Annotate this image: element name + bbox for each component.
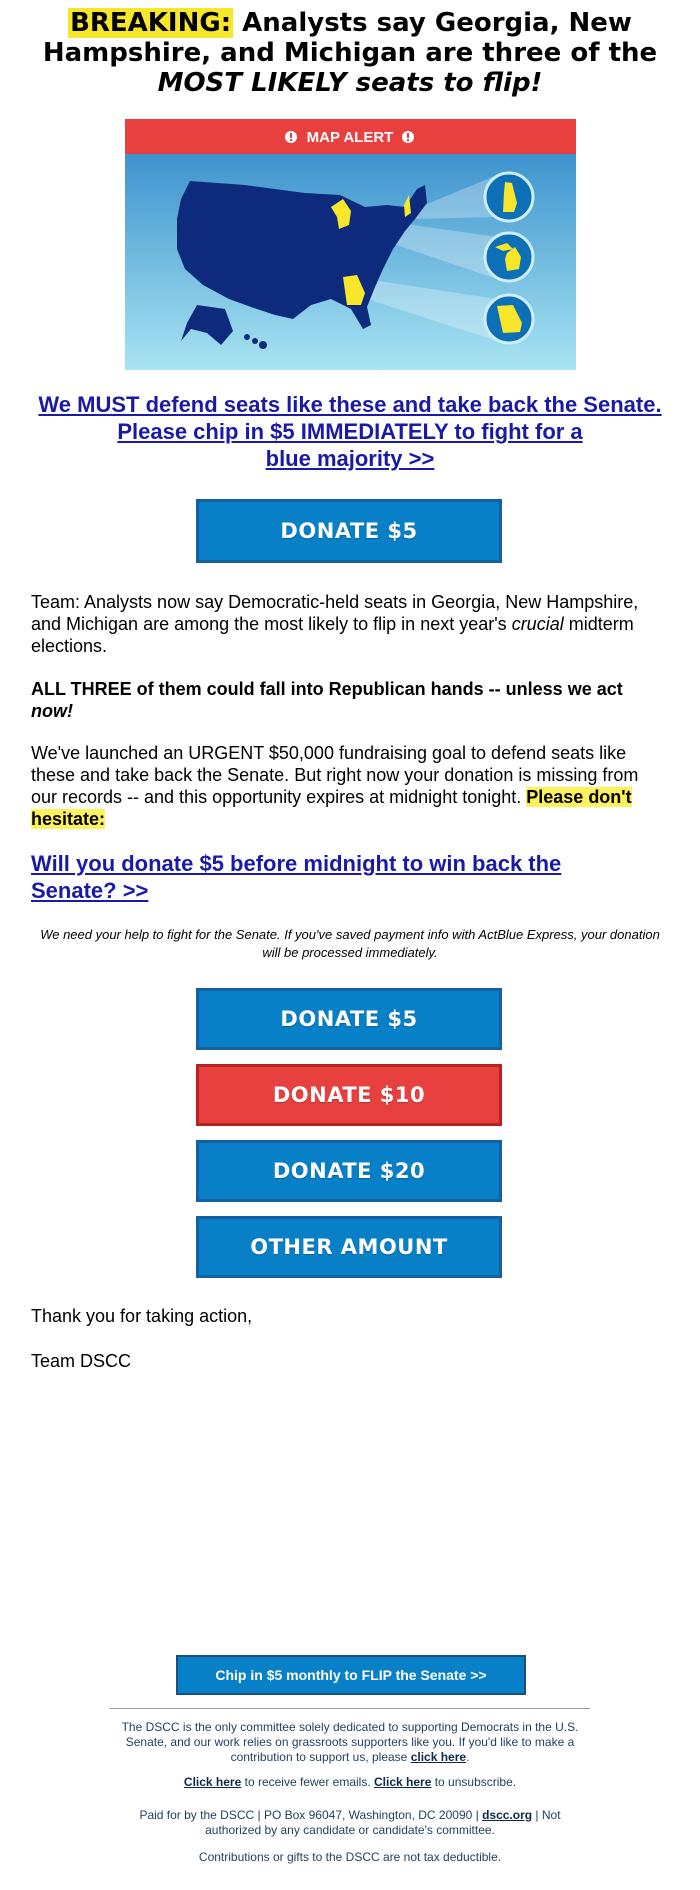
signoff-thanks: Thank you for taking action, xyxy=(31,1306,253,1326)
unsubscribe-text: to unsubscribe. xyxy=(431,1775,517,1789)
dscc-link[interactable]: dscc.org xyxy=(482,1808,533,1822)
headline-text: Analysts say Georgia, New Hampshire, and Michigan are three of the xyxy=(42,8,658,68)
body-p1-end: midterm elections. xyxy=(31,614,634,656)
body-p1-text: Team: Analysts now say Democratic-held seats in Georgia, New Hampshire, and Michigan are among the most likely to flip in next year's xyxy=(31,592,639,634)
body-paragraph-1 xyxy=(31,591,651,657)
donate-10-button[interactable]: DONATE $10 xyxy=(196,1064,502,1126)
footer-about xyxy=(115,1720,585,1765)
donate-20-button[interactable]: DONATE $20 xyxy=(196,1140,502,1202)
body-p1-emphasis: crucial xyxy=(511,614,564,634)
alert-icon xyxy=(285,131,297,143)
footer-about-text: The DSCC is the only committee solely dedicated to supporting Democrats in the U.S. Senate, and our work relies on grassroots supporters like you. If you'd like to make a contribution to support us, please xyxy=(121,1720,579,1764)
map-alert-graphic[interactable] xyxy=(125,119,576,370)
cta-link-top-line1: We MUST defend seats like these and take back the Senate. xyxy=(38,392,662,417)
paid-for-end: | Not authorized by any candidate or candidate's committee. xyxy=(205,1808,561,1837)
footer-email-prefs xyxy=(115,1775,585,1790)
footer-tax-note: Contributions or gifts to the DSCC are not tax deductible. xyxy=(198,1850,502,1864)
map-alert-label: MAP ALERT xyxy=(306,129,394,146)
signoff-team: Team DSCC xyxy=(31,1351,132,1371)
donate-5-button-top[interactable]: DONATE $5 xyxy=(196,499,502,563)
body-p3-text: We've launched an URGENT $50,000 fundraising goal to defend seats like these and take back the Senate. But right now your donation is missing from our records -- and this opportunity expires at midnight tonight. xyxy=(31,743,639,807)
fewer-emails-text: to receive fewer emails. xyxy=(241,1775,374,1789)
body-p3-highlight: Please don't hesitate: xyxy=(31,787,632,829)
new-hampshire-circle xyxy=(485,173,533,221)
headline xyxy=(40,8,660,98)
cta-link-top-line2: Please chip in $5 IMMEDIATELY to fight for a blue majority >> xyxy=(117,419,583,471)
footer-about-end: . xyxy=(466,1750,470,1764)
unsubscribe-link[interactable]: Click here xyxy=(374,1775,432,1789)
body-paragraph-2 xyxy=(31,678,651,722)
body-paragraph-3 xyxy=(31,742,651,830)
footer-paid-for xyxy=(115,1808,585,1838)
cta-link-top[interactable] xyxy=(30,391,670,472)
breaking-label: BREAKING: xyxy=(70,8,232,38)
fewer-emails-link[interactable]: Click here xyxy=(183,1775,242,1789)
contribute-link[interactable]: click here xyxy=(410,1750,467,1764)
actblue-note: We need your help to fight for the Senate. If you've saved payment info with ActBlue Express, your donation will be processed immediately. xyxy=(40,927,660,960)
georgia-circle xyxy=(485,295,533,343)
footer-divider xyxy=(110,1708,590,1709)
michigan-circle xyxy=(485,233,533,281)
donate-5-button[interactable]: DONATE $5 xyxy=(196,988,502,1050)
monthly-donation-button[interactable]: Chip in $5 monthly to FLIP the Senate >> xyxy=(176,1655,526,1695)
headline-emphasis: MOST LIKELY seats to flip! xyxy=(157,68,543,98)
body-p2-emphasis: now! xyxy=(31,701,73,721)
alert-icon xyxy=(402,131,414,143)
other-amount-button[interactable]: OTHER AMOUNT xyxy=(196,1216,502,1278)
paid-for-text: Paid for by the DSCC | PO Box 96047, Washington, DC 20090 | xyxy=(139,1808,483,1822)
body-p2-text: ALL THREE of them could fall into Republican hands -- unless we act xyxy=(31,679,623,699)
cta-link-mid[interactable]: Will you donate $5 before midnight to win back the Senate? >> xyxy=(31,851,562,903)
